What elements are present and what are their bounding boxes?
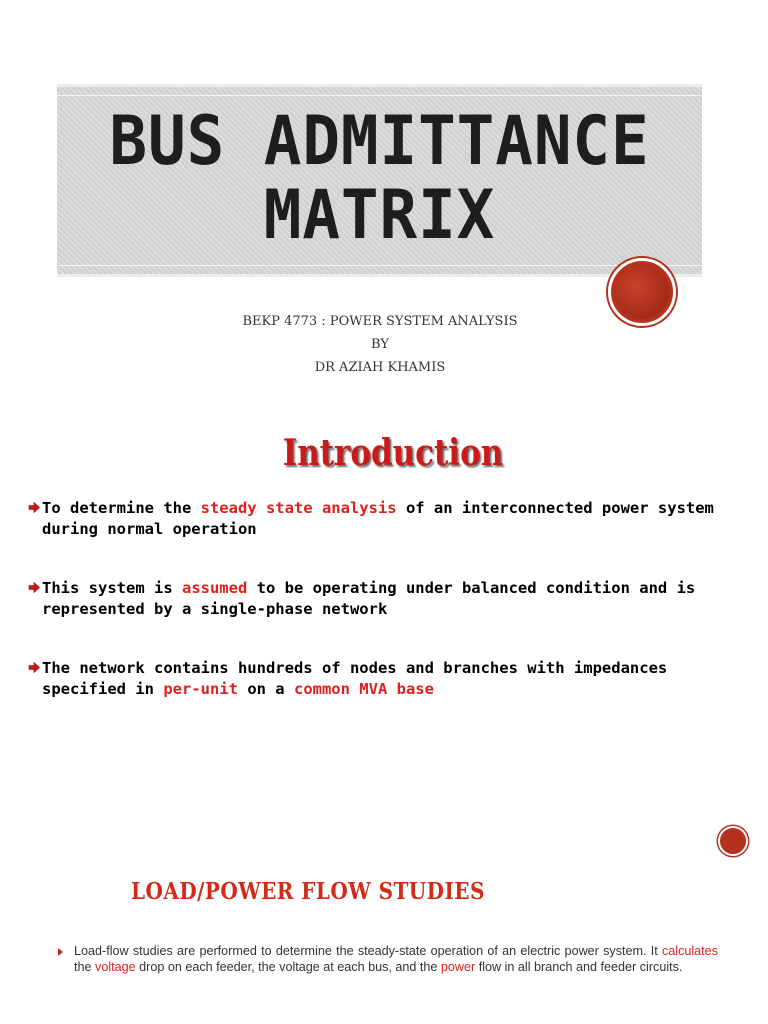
intro-heading: Introduction (282, 432, 504, 474)
paragraph-text: drop on each feeder, the voltage at each bus, and the (135, 959, 441, 974)
bullet-text: on a (237, 680, 294, 698)
bullet-highlight: per-unit (163, 680, 238, 698)
slide-title (83, 102, 676, 255)
intro-bullet-list (30, 498, 750, 738)
paragraph-highlight: calculates (661, 944, 718, 958)
title-line-2: MATRIX (263, 176, 496, 255)
loadflow-paragraph (74, 944, 718, 975)
bullet-item (30, 578, 750, 620)
bullet-text: This system is (42, 579, 182, 597)
paragraph-text: flow in all branch and feeder circuits. (475, 959, 683, 974)
bullet-item (30, 498, 750, 540)
bullet-highlight: assumed (181, 579, 248, 597)
arrow-bullet-icon (28, 502, 40, 513)
bullet-item (30, 658, 750, 700)
loadflow-heading: LOAD/POWER FLOW STUDIES (131, 878, 485, 905)
bullet-text: To determine the (42, 499, 201, 517)
title-line-1: BUS ADMITTANCE (109, 102, 650, 181)
paragraph-text: the (74, 959, 96, 974)
bullet-highlight: steady state analysis (200, 499, 397, 517)
bullet-text: to be operating under balanced condition and is represented by a single-phase network (42, 579, 696, 618)
title-banner (57, 84, 702, 277)
bullet-highlight: common MVA base (293, 680, 434, 698)
course-name: BEKP 4773 : POWER SYSTEM ANALYSIS (242, 314, 518, 329)
title-subtitle (180, 310, 580, 379)
bullet-text: of an interconnected power system during normal operation (42, 499, 714, 538)
decorative-circle-icon (718, 826, 748, 856)
bullet-text: The network contains hundreds of nodes and branches with impedances specified in (42, 659, 668, 698)
triangle-bullet-icon (58, 948, 63, 956)
paragraph-highlight: power (440, 959, 476, 974)
paragraph-highlight: voltage (95, 959, 136, 974)
arrow-bullet-icon (28, 662, 40, 673)
by-label: BY (371, 337, 389, 352)
decorative-circle-icon (608, 258, 676, 326)
paragraph-text: Load-flow studies are performed to determine the steady-state operation of an electric power system. It (74, 944, 662, 958)
author-name: DR AZIAH KHAMIS (314, 360, 446, 375)
arrow-bullet-icon (28, 582, 40, 593)
